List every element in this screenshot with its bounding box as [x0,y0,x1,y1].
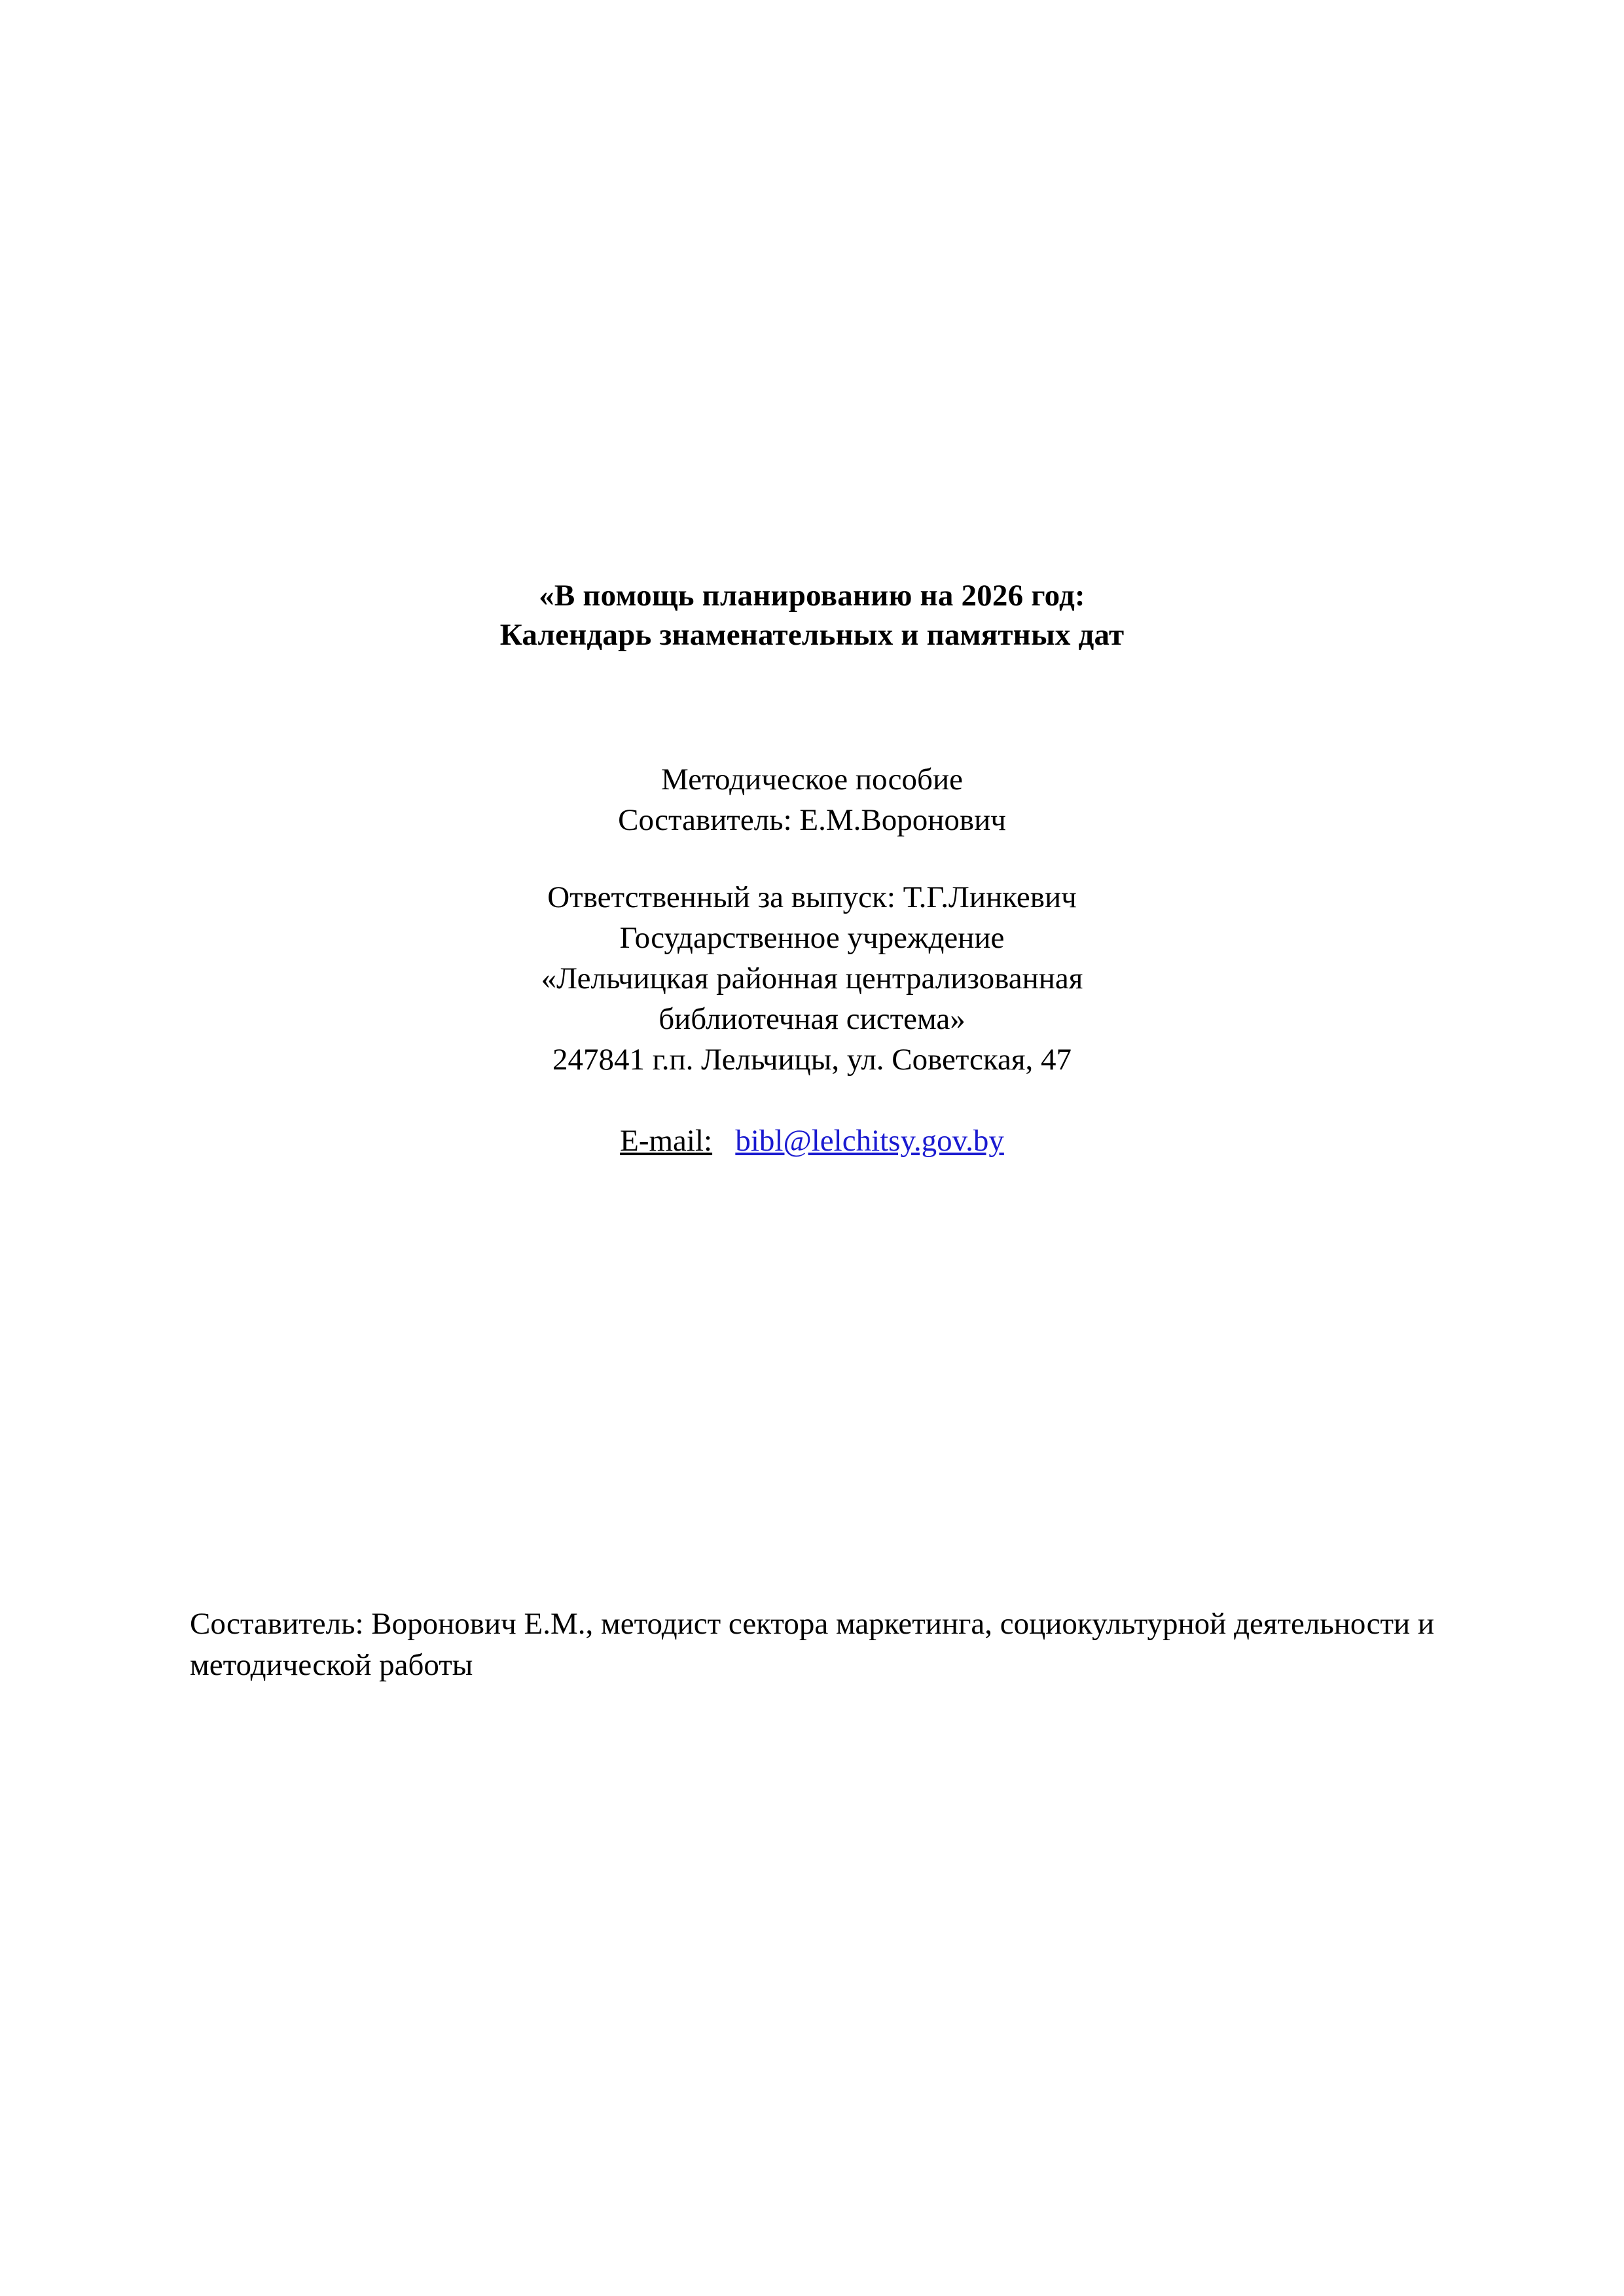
title-line-1: «В помощь планированию на 2026 год: [539,579,1085,613]
imprint-institution-type: Государственное учреждение [619,921,1005,956]
imprint-institution-name-2: библиотечная система» [659,1002,965,1037]
imprint-publication-type: Методическое пособие [661,762,963,797]
title-line-2: Календарь знаменательных и памятных дат [499,618,1125,653]
imprint-email-line [0,1121,1624,1161]
imprint-compiler: Составитель: Е.М.Воронович [618,803,1006,838]
footer-compiler-note: Составитель: Воронович Е.М., методист сектора маркетинга, социокультурной деятельности и методической работы [190,1607,1435,1682]
email-link[interactable]: bibl@lelchitsy.gov.by [735,1124,1004,1158]
document-imprint-block [0,759,1624,1161]
document-title-block [0,576,1624,655]
imprint-spacer [0,840,1624,877]
email-label: E-mail: [620,1124,713,1158]
imprint-institution-name-1: «Лельчицкая районная централизованная [541,961,1083,996]
imprint-address: 247841 г.п. Лельчицы, ул. Советская, 47 [552,1043,1072,1077]
imprint-responsible: Ответственный за выпуск: Т.Г.Линкевич [547,880,1077,915]
